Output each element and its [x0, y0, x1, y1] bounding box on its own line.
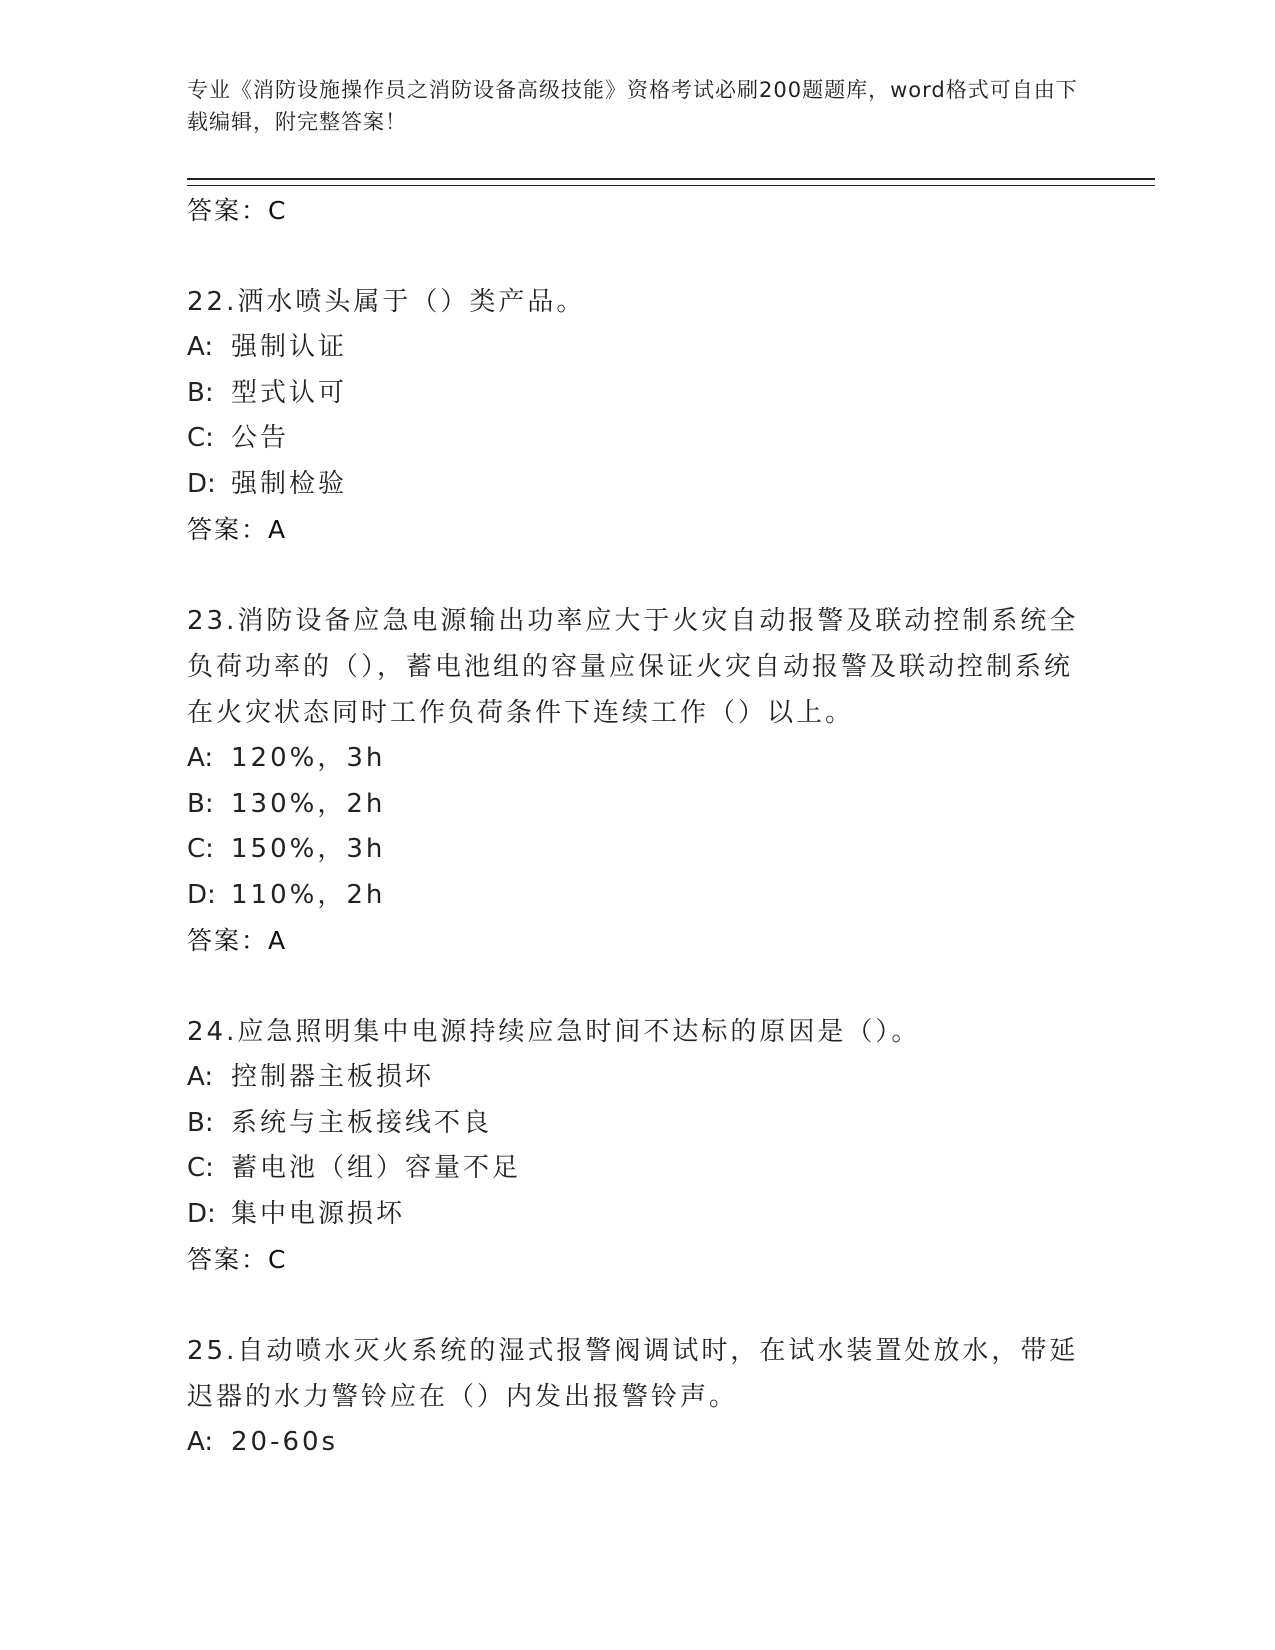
option-text: 110%，2h	[231, 879, 386, 910]
question-stem: 23.消防设备应急电源输出功率应大于火灾自动报警及联动控制系统全负荷功率的（），蓄电池组的容量应保证火灾自动报警及联动控制系统在火灾状态同时工作负荷条件下连续工作（）以上。	[187, 606, 1079, 728]
option-label: C:	[187, 1153, 214, 1183]
option-text: 强制检验	[231, 468, 348, 499]
option-label: A:	[187, 332, 214, 362]
option-label: B:	[187, 1107, 214, 1138]
option-a	[187, 1420, 1087, 1466]
option-text: 130%，2h	[231, 788, 386, 819]
question-block	[187, 1009, 1087, 1283]
option-label: C:	[187, 423, 214, 453]
answer-line: 答案：A	[187, 926, 288, 955]
option-d	[187, 462, 1087, 508]
option-label: A:	[187, 743, 214, 773]
option-label: D:	[187, 1198, 216, 1229]
question-stem: 24.应急照明集中电源持续应急时间不达标的原因是（）。	[187, 1017, 921, 1047]
option-text: 蓄电池（组）容量不足	[231, 1153, 522, 1183]
option-c	[187, 1146, 1087, 1192]
option-label: A:	[187, 1427, 214, 1457]
answer-line: 答案：C	[187, 1245, 288, 1274]
question-stem: 22.洒水喷头属于（）类产品。	[187, 287, 586, 317]
option-label: B:	[187, 788, 214, 819]
option-label: D:	[187, 879, 216, 910]
option-d	[187, 1192, 1087, 1238]
option-text: 系统与主板接线不良	[231, 1107, 493, 1138]
option-a	[187, 736, 1087, 782]
option-b	[187, 782, 1087, 828]
question-stem: 25.自动喷水灭火系统的湿式报警阀调试时，在试水装置处放水，带延迟器的水力警铃应在（）内发出报警铃声。	[187, 1336, 1079, 1412]
option-text: 强制认证	[231, 332, 348, 362]
option-text: 公告	[231, 423, 290, 453]
header-divider	[187, 178, 1155, 186]
question-block	[187, 1328, 1087, 1466]
option-label: D:	[187, 468, 216, 499]
option-text: 控制器主板损坏	[231, 1062, 435, 1092]
option-c	[187, 416, 1087, 462]
option-b	[187, 1101, 1087, 1147]
option-text: 150%，3h	[231, 834, 386, 864]
option-text: 20-60s	[231, 1427, 339, 1457]
question-block	[187, 598, 1087, 964]
option-label: B:	[187, 377, 214, 408]
option-c	[187, 827, 1087, 873]
question-list	[187, 188, 1087, 1466]
option-b	[187, 371, 1087, 417]
header-text: 专业《消防设施操作员之消防设备高级技能》资格考试必刷200题题库，word格式可自由下载编辑，附完整答案！	[187, 78, 1078, 134]
option-text: 集中电源损坏	[231, 1198, 406, 1229]
answer-line: 答案：A	[187, 515, 288, 544]
option-text: 120%，3h	[231, 743, 386, 773]
option-a	[187, 1055, 1087, 1101]
option-label: C:	[187, 834, 214, 864]
document-header	[187, 74, 1087, 138]
option-a	[187, 325, 1087, 371]
answer-line: 答案：C	[187, 196, 288, 225]
option-text: 型式认可	[231, 377, 348, 408]
option-label: A:	[187, 1062, 214, 1092]
option-d	[187, 873, 1087, 919]
question-block	[187, 279, 1087, 553]
